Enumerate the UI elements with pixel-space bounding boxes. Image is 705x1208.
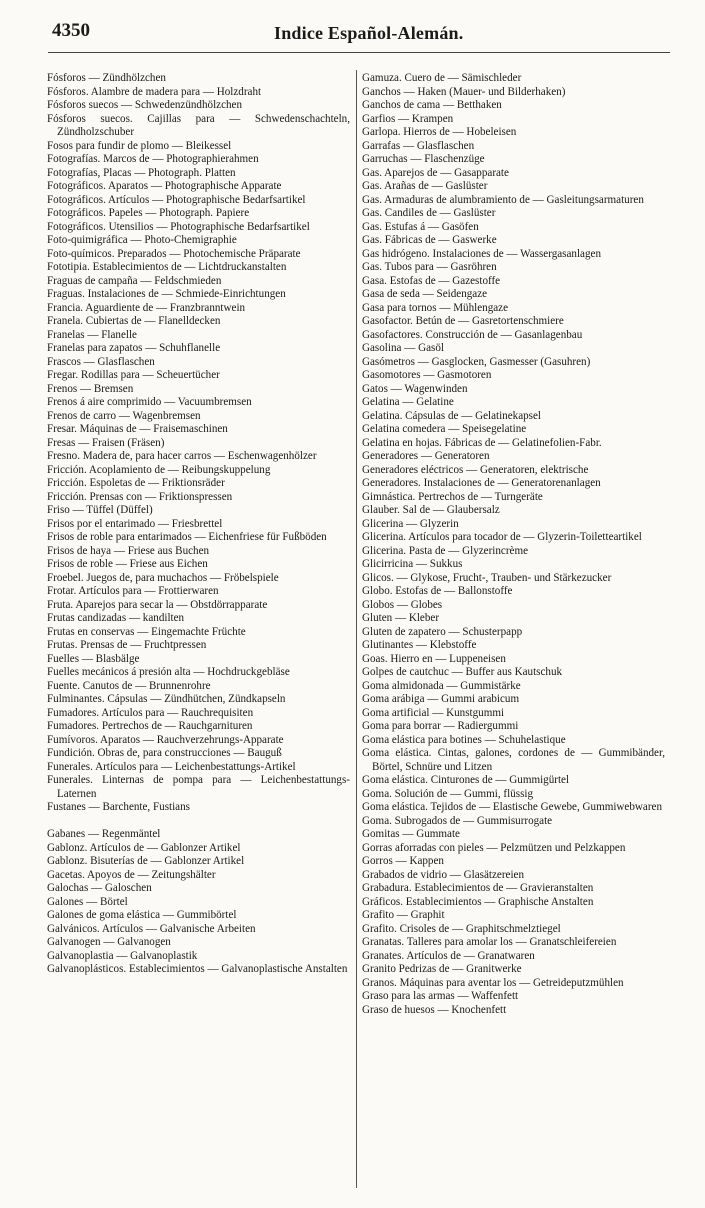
index-entry: Fósforos suecos. Cajillas para — Schwedenschachteln, Zündholzschuber [47,112,350,138]
index-entry: Graso de huesos — Knochenfett [362,1003,507,1016]
index-entry: Goma elástica. Cintas, galones, cordones de — Gummibänder, Börtel, Schnüre und Litzen [362,747,665,773]
index-entry: Fototipia. Establecimientos de — Lichtdruckanstalten [47,261,287,273]
right-column [362,72,665,1017]
index-entry: Goma elástica. Tejidos de — Elastische Gewebe, Gummiwebwaren [362,801,662,813]
index-entry: Fósforos. Alambre de madera para — Holzdraht [47,85,262,98]
index-entry: Frisos por el entarimado — Friesbrettel [47,517,223,530]
index-entry: Frutas candizadas — kandilten [47,612,185,624]
index-entry: Francia. Aguardiente de — Franzbranntwein [47,301,246,314]
index-entry: Gas. Candiles de — Gaslüster [362,207,496,219]
index-entry: Ganchos — Haken (Mauer- und Bilderhaken) [362,85,566,98]
index-entry: Gelatina. Cápsulas de — Gelatinekapsel [362,409,541,422]
index-entry: Fotográficos. Artículos — Photographische Bedarfsartikel [47,193,306,206]
index-entry: Glicirricina — Sukkus [362,558,463,570]
index-entry: Froebel. Juegos de, para muchachos — Fröbelspiele [47,571,279,584]
index-entry: Fotográficos. Papeles — Photograph. Papiere [47,207,250,219]
index-entry: Frenos de carro — Wagenbremsen [47,409,201,422]
index-entry: Funerales. Artículos para — Leichenbestattungs-Artikel [47,760,296,773]
index-entry: Fraguas. Instalaciones de — Schmiede-Einrichtungen [47,288,286,300]
index-entry: Fulminantes. Cápsulas — Zündhütchen, Zündkapseln [47,693,286,705]
index-entry: Generadores. Instalaciones de — Generatorenanlagen [362,477,601,489]
page-title: Indice Español-Alemán. [274,23,464,43]
index-entry: Goma arábiga — Gummi arabicum [362,693,520,705]
index-entry: Gimnástica. Pertrechos de — Turngeräte [362,490,543,503]
index-entry: Generadores eléctricos — Generatoren, elektrische [362,463,589,476]
index-entry: Galones de goma elástica — Gummibörtel [47,909,237,921]
index-entry: Gatos — Wagenwinden [362,382,468,395]
index-entry: Gas. Tubos para — Gasröhren [362,261,497,273]
index-entry: Gelatina en hojas. Fábricas de — Gelatinefolien-Fabr. [362,436,602,449]
index-entry: Gelatina — Gelatine [362,396,454,408]
index-entry: Generadores — Generatoren [362,450,490,462]
index-entry: Golpes de cautchuc — Buffer aus Kautschuk [362,666,563,678]
index-entry: Gamuza. Cuero de — Sämischleder [362,72,522,84]
index-entry: Grabadura. Establecimientos de — Gravieranstalten [362,882,594,894]
index-entry: Franelas — Flanelle [47,328,137,341]
index-entry: Fricción. Espoletas de — Friktionsräder [47,477,225,489]
index-entry: Gasofactores. Construcción de — Gasanlagenbau [362,328,583,341]
index-entry: Gas. Armaduras de alumbramiento de — Gasleitungsarmaturen [362,193,644,206]
header-rule [48,52,670,53]
column-divider [356,70,357,1188]
index-entry: Gablonz. Artículos de — Gablonzer Artikel [47,841,241,854]
index-entry: Granito Pedrizas de — Granitwerke [362,963,522,975]
index-entry: Garrafas — Glasflaschen [362,139,475,152]
index-entry: Frascos — Glasflaschen [47,355,155,368]
index-entry: Foto-quimigráfica — Photo-Chemigraphie [47,234,237,246]
index-entry: Goma artificial — Kunstgummi [362,706,505,719]
index-entry: Gas hidrógeno. Instalaciones de — Wassergasanlagen [362,247,601,260]
index-entry: Gas. Arañas de — Gaslüster [362,180,488,192]
index-entry: Frenos á aire comprimido — Vacuumbremsen [47,396,252,408]
index-entry: Granates. Artículos de — Granatwaren [362,949,535,962]
index-entry: Gablonz. Bisuterías de — Gablonzer Artikel [47,855,245,867]
index-entry: Frisos de roble — Friese aus Eichen [47,558,208,570]
index-entry: Fumadores. Pertrechos de — Rauchgarnituren [47,720,253,732]
section-gap [47,815,350,829]
index-entry: Gabanes — Regenmäntel [47,828,161,840]
index-entry: Glicerina — Glyzerin [362,517,459,530]
index-entry: Fumadores. Artículos para — Rauchrequisiten [47,706,254,719]
index-entry: Fuelles mecánicos á presión alta — Hochdruckgebläse [47,666,290,678]
index-entry: Fregar. Rodillas para — Scheuertücher [47,369,220,381]
index-entry: Globos — Globes [362,598,443,611]
index-entry: Frenos — Bremsen [47,382,134,395]
index-entry: Grafito — Graphit [362,909,445,921]
index-entry: Goma elástica para botines — Schuhelastique [362,733,566,746]
index-entry: Gorras aforradas con pieles — Pelzmützen und Pelzkappen [362,841,626,854]
index-entry: Frisos de roble para entarimados — Eichenfriese für Fußböden [47,531,327,543]
index-entry: Goma elástica. Cinturones de — Gummigürtel [362,774,570,786]
index-entry: Fotográficos. Aparatos — Photographische Apparate [47,180,282,192]
index-entry: Fraguas de campaña — Feldschmieden [47,274,222,287]
index-entry: Friso — Tüffel (Düffel) [47,504,153,516]
index-entry: Gas. Estufas á — Gasöfen [362,220,479,233]
index-entry: Garfios — Krampen [362,112,454,125]
index-entry: Frutas en conservas — Eingemachte Früchte [47,625,246,638]
index-entry: Garruchas — Flaschenzüge [362,153,485,165]
index-entry: Fotografías. Marcos de — Photographierahmen [47,153,259,165]
index-entry: Gas. Fábricas de — Gaswerke [362,234,497,246]
index-entry: Graso para las armas — Waffenfett [362,990,519,1002]
index-entry: Gas. Aparejos de — Gasapparate [362,166,509,179]
index-entry: Gasolina — Gasöl [362,342,444,354]
index-entry: Galvanogen — Galvanogen [47,936,171,948]
index-entry: Goma. Solución de — Gummi, flüssig [362,787,534,800]
index-entry: Goma almidonada — Gummistärke [362,679,521,692]
index-entry: Gluten — Kleber [362,612,440,624]
index-entry: Fósforos suecos — Schwedenzündhölzchen [47,99,243,111]
index-entry: Gasa de seda — Seidengaze [362,288,488,300]
index-entry: Fundición. Obras de, para construcciones — Bauguß [47,747,282,759]
index-entry: Gasofactor. Betún de — Gasretortenschmiere [362,315,564,327]
index-entry: Fuelles — Blasbälge [47,652,140,665]
index-entry: Frisos de haya — Friese aus Buchen [47,544,210,557]
index-entry: Fuente. Canutos de — Brunnenrohre [47,679,211,692]
index-entry: Foto-químicos. Preparados — Photochemische Präparate [47,247,301,260]
index-entry: Galones — Börtel [47,895,128,908]
index-entry: Fosos para fundir de plomo — Bleikessel [47,139,232,152]
index-entry: Franelas para zapatos — Schuhflanelle [47,342,221,354]
index-entry: Gasomotores — Gasmotoren [362,369,492,381]
index-entry: Galvanoplastia — Galvanoplastik [47,949,198,962]
index-entry: Fumívoros. Aparatos — Rauchverzehrungs-Apparate [47,733,284,746]
index-entry: Gelatina comedera — Speisegelatine [362,423,527,435]
index-entry: Garlopa. Hierros de — Hobeleisen [362,126,517,138]
index-entry: Glutinantes — Klebstoffe [362,639,477,651]
index-entry: Grafito. Crisoles de — Graphitschmelztiegel [362,922,561,935]
index-entry: Funerales. Linternas de pompa para — Leichenbestattungs-Laternen [47,774,350,800]
index-entry: Gasómetros — Gasglocken, Gasmesser (Gasuhren) [362,355,591,368]
index-entry: Gasa para tornos — Mühlengaze [362,301,509,314]
index-entry: Gacetas. Apoyos de — Zeitungshälter [47,868,216,881]
index-entry: Grabados de vidrio — Glasätzereien [362,868,525,881]
page-number: 4350 [52,20,90,41]
index-entry: Granatas. Talleres para amolar los — Granatschleifereien [362,936,617,948]
index-entry: Goma. Subrogados de — Gummisurrogate [362,814,553,827]
index-entry: Fustanes — Barchente, Fustians [47,801,190,813]
index-entry: Franela. Cubiertas de — Flanelldecken [47,315,221,327]
index-entry: Globo. Estofas de — Ballonstoffe [362,585,513,597]
index-entry: Gasa. Estofas de — Gazestoffe [362,274,501,287]
index-entry: Frotar. Artículos para — Frottierwaren [47,585,219,597]
index-entry: Gluten de zapatero — Schusterpapp [362,625,523,638]
index-entry: Fósforos — Zündhölzchen [47,72,166,84]
index-entry: Glauber. Sal de — Glaubersalz [362,504,500,516]
index-entry: Glicerina. Artículos para tocador de — Glyzerin-Toiletteartikel [362,531,642,543]
index-entry: Fresas — Fraisen (Fräsen) [47,436,165,449]
index-entry: Galvanoplásticos. Establecimientos — Galvanoplastische Anstalten [47,963,348,975]
index-entry: Fotografías, Placas — Photograph. Platten [47,166,236,179]
index-entry: Galochas — Galoschen [47,882,152,894]
index-entry: Frutas. Prensas de — Fruchtpressen [47,639,207,651]
index-entry: Gorros — Kappen [362,855,444,867]
index-entry: Fricción. Prensas con — Friktionspressen [47,490,233,503]
index-entry: Galvánicos. Artículos — Galvanische Arbeiten [47,922,256,935]
index-entry: Gomitas — Gummate [362,828,460,840]
index-entry: Fricción. Acoplamiento de — Reibungskuppelung [47,463,271,476]
left-column [47,72,350,977]
index-entry: Fotográficos. Utensilios — Photographische Bedarfsartikel [47,220,310,233]
index-entry: Goas. Hierro en — Luppeneisen [362,652,506,665]
index-entry: Granos. Máquinas para aventar los — Getreideputzmühlen [362,976,624,989]
index-entry: Ganchos de cama — Betthaken [362,99,502,111]
index-entry: Fresar. Máquinas de — Fraisemaschinen [47,423,228,435]
index-entry: Glicerina. Pasta de — Glyzerincrème [362,544,529,557]
index-entry: Fresno. Madera de, para hacer carros — Eschenwagenhölzer [47,450,317,462]
index-entry: Glicos. — Glykose, Frucht-, Trauben- und Stärkezucker [362,571,612,584]
index-entry: Fruta. Aparejos para secar la — Obstdörrapparate [47,598,268,611]
index-entry: Goma para borrar — Radiergummi [362,720,519,732]
index-entry: Gráficos. Establecimientos — Graphische Anstalten [362,895,594,908]
